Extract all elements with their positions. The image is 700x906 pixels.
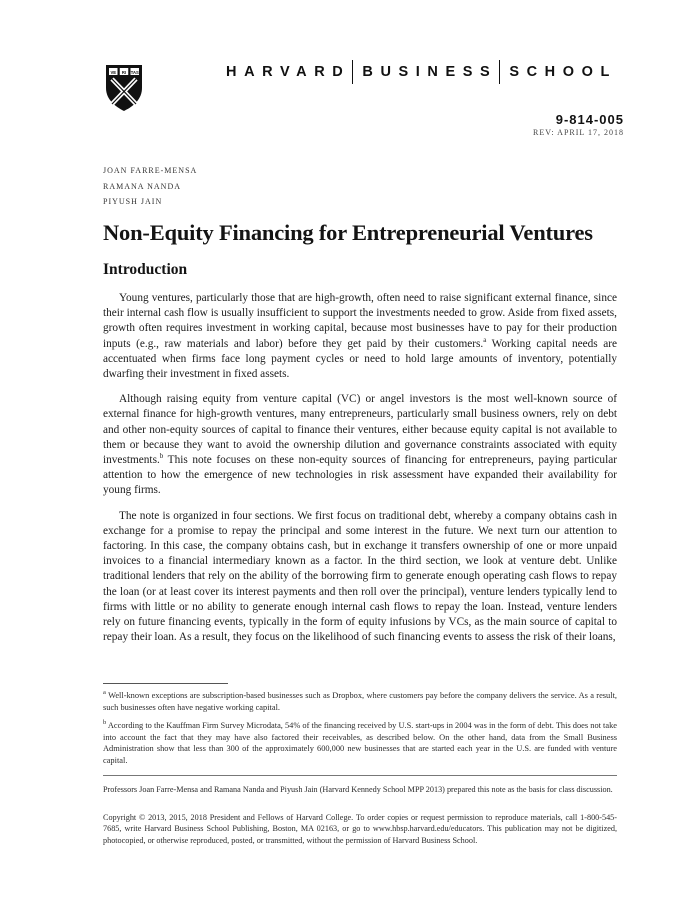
crest-word-1: VE (110, 69, 117, 75)
school-word-harvard: HARVARD (226, 64, 351, 80)
footnote-reference[interactable]: a (483, 335, 487, 344)
footnote (103, 690, 617, 713)
footnote-text: Well-known exceptions are subscription-based businesses such as Dropbox, where customers pay before the company delivers the service. As a result, such businesses often have negative working capital. (103, 691, 617, 712)
paragraph-text: The note is organized in four sections. We first focus on traditional debt, whereby a company obtains cash in exchange for a promise to repay the principal and some interest in the future. We next turn our attention to factoring. In this case, the company obtains cash, but in exchange it transfers ownership of one or more unpaid invoices to a financial intermediary known as a factor. In the third section, we look at venture debt. Unlike traditional lenders that rely on the ability of the borrowing firm to generate enough operating cash flows to repay the loan (or at least cover its interest payments and then roll over the principal), venture lenders typically lend to firms with little or no ability to generate enough internal cash flows to repay the loan. Instead, venture lenders rely on future financing events, typically in the form of equity infusions by VCs, as the main source of capital to repay their loan. As a result, they focus on the likelihood of such financing events to assess the risk of their loans, (103, 509, 617, 644)
crest-word-3: TAS (130, 69, 139, 75)
body-paragraph (103, 509, 617, 646)
paragraph-text: Young ventures, particularly those that are high-growth, often need to raise significant external finance, since their internal cash flow is usually insufficient to support the investments needed to grow. Aside from fixed assets, growth often requires investment in working capital, because most businesses have to pay for their production inputs (e.g., raw materials and labor) before they get paid by their customers. (103, 292, 617, 350)
school-name-divider (352, 60, 353, 84)
body-text (103, 291, 617, 655)
footnote-text: According to the Kauffman Firm Survey Microdata, 54% of the financing received by U.S. start-ups in 2004 was in the form of debt. This does not take into account the fact that they may have also factored their receivables, as described below. On the other hand, data from the Small Business Administration show that less than 300 of the approximately 600,000 new businesses that are started each year in the U.S. are funded with venture capital. (103, 721, 617, 765)
author-list (103, 163, 197, 210)
document-title: Non-Equity Financing for Entrepreneurial Ventures (103, 220, 593, 245)
body-paragraph (103, 392, 617, 498)
school-name (226, 61, 626, 83)
paragraph-text: Although raising equity from venture capital (VC) or angel investors is the most well-known source of external finance for high-growth ventures, many entrepreneurs, particularly small business owners, rely on debt and other non-equity sources of capital to finance their ventures, either because equity capital is not available to them or because they want to avoid the ownership dilution and governance constraints associated with equity investments. (103, 393, 617, 467)
school-word-business: BUSINESS (362, 64, 498, 80)
author-name: JOAN FARRE-MENSA (103, 166, 198, 175)
school-name-divider (499, 60, 500, 84)
case-number: 9-814-005 (555, 112, 624, 127)
revision-date: REV: APRIL 17, 2018 (532, 128, 624, 137)
copyright-notice: Copyright © 2013, 2015, 2018 President and Fellows of Harvard College. To order copies or request permission to reproduce materials, call 1-800-545-7685, write Harvard Business School Publishing, Boston, MA 02163, or go to www.hbsp.harvard.edu/educators. This publication may not be digitized, photocopied, or otherwise reproduced, posted, or transmitted, without the permission of Harvard Business School. (103, 813, 617, 845)
footnote (103, 720, 617, 766)
paragraph-text-continued: Working capital needs are accentuated when firms face long payment cycles or need to hold large amounts of inventory, potentially dwarfing their investment in fixed assets. (103, 337, 617, 381)
author-name: RAMANA NANDA (103, 181, 182, 191)
section-heading: Introduction (103, 261, 188, 278)
body-paragraph (103, 291, 617, 382)
paragraph-text-continued: This note focuses on these non-equity sources of financing for entrepreneurs, paying particular attention to how the emergence of new technologies in risk assessment have expanded their availability for young firms. (103, 454, 617, 497)
footnote-mark: a (103, 689, 106, 697)
footer-divider (103, 775, 617, 776)
footnote-mark: b (103, 719, 107, 727)
hbs-shield-logo (105, 64, 143, 112)
footnote-reference[interactable]: b (159, 452, 164, 461)
school-word-school: SCHOOL (509, 64, 617, 80)
footnotes (103, 690, 617, 774)
footnote-divider (103, 683, 228, 684)
author-name: PIYUSH JAIN (103, 197, 163, 206)
crest-word-2: RI (121, 69, 127, 75)
preparation-note: Professors Joan Farre-Mensa and Ramana Nanda and Piyush Jain (Harvard Kennedy School MPP 2013) prepared this note as the basis for class discussion. (103, 785, 613, 794)
